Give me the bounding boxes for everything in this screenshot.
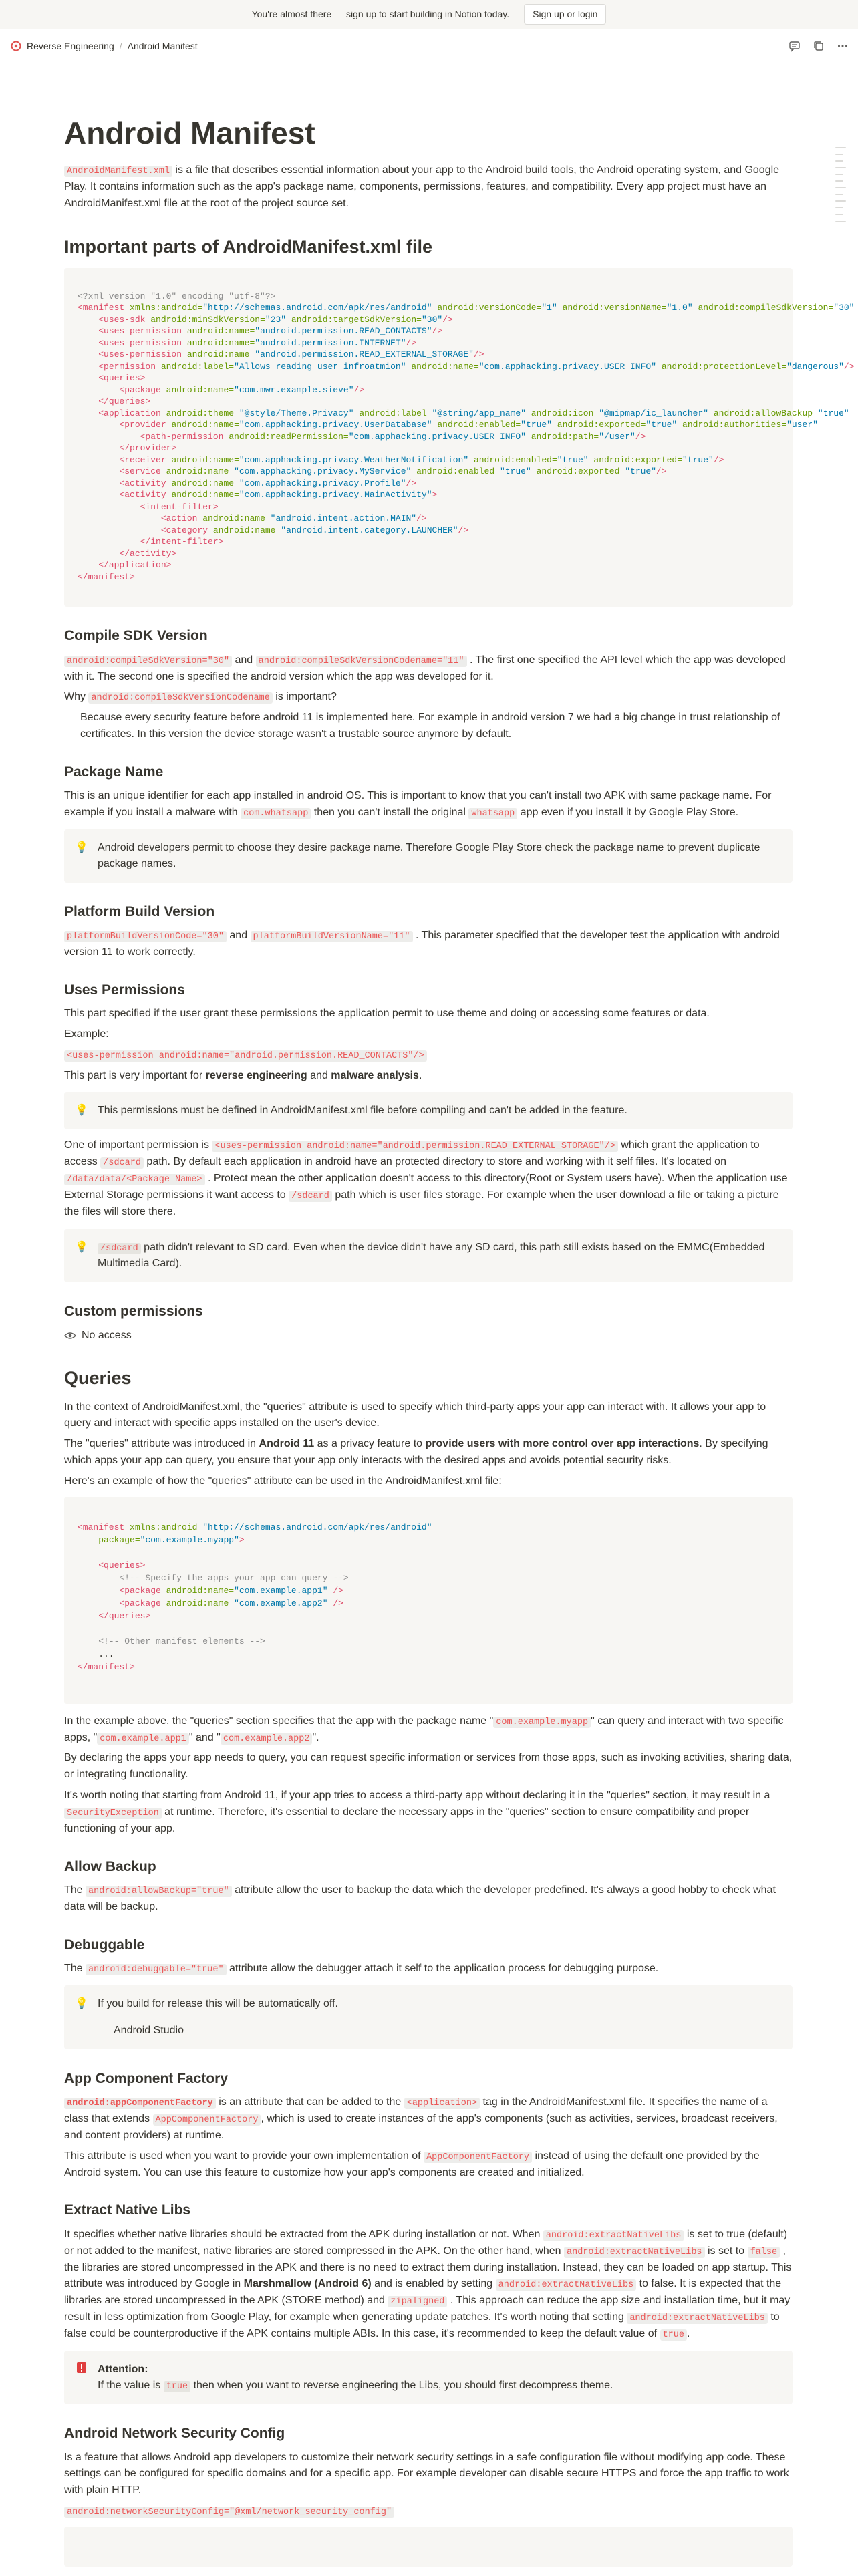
- queries-p1: In the context of AndroidManifest.xml, the "queries" attribute is used to specify which third-party apps your app can interact with. It allows your app to query and interact with specific apps installed on the user's device.: [64, 1401, 766, 1429]
- breadcrumb-separator: /: [119, 40, 122, 51]
- netsec-code: android:networkSecurityConfig="@xml/network_security_config": [64, 2503, 793, 2520]
- factory-p2: This attribute is used when you want to provide your own implementation of AppComponentFactory instead of using the default one provided by the Android system. You can use this feature to customize how your app's components are created and initialized.: [64, 2150, 760, 2178]
- lightbulb-icon: 💡: [75, 841, 88, 853]
- queries-p5: By declaring the apps your app needs to query, you can request specific information or services from those apps, such as invoking activities, sharing data, or integrating functionality.: [64, 1752, 793, 1781]
- page-title: Android Manifest: [64, 116, 315, 150]
- debug-callout: 💡 If you build for release this will be automatically off. Android Studio: [64, 1985, 793, 2049]
- compile-why: Why android:compileSdkVersionCodename is important?: [64, 691, 337, 704]
- queries-p2: The "queries" attribute was introduced in Android 11 as a privacy feature to provide users with more control over app interactions. By specifying which apps your app can query, you ensure that your app only interacts with the desired apps and avoids potential security risks.: [64, 1438, 768, 1466]
- queries-code-block[interactable]: <manifest xmlns:android="http://schemas.android.com/apk/res/android" package="com.example.myapp"> <queries> <!-- Specify the apps your app can query --> <package android:name="com.example.app1" /> <package android:name="com.example.app2" /> </queries> <!-- Other manifest elements --> ... </manifest>: [64, 1497, 793, 1704]
- perms-callout: 💡 This permissions must be defined in AndroidManifest.xml file before compiling and can't be added in the feature.: [64, 1092, 793, 1129]
- heading-important-parts: Important parts of AndroidManifest.xml file: [64, 236, 433, 257]
- warning-icon: [75, 2362, 88, 2374]
- lightbulb-icon: 💡: [75, 1997, 88, 2009]
- lightbulb-icon: 💡: [75, 1241, 88, 1253]
- attention-label: Attention:: [98, 2364, 148, 2376]
- eye-off-icon: [64, 1331, 76, 1340]
- queries-p3: Here's an example of how the "queries" attribute can be used in the AndroidManifest.xml file:: [64, 1475, 502, 1487]
- banner-text: You're almost there — sign up to start building in Notion today.: [251, 9, 510, 19]
- comments-icon[interactable]: [789, 40, 801, 52]
- perms-paragraph: This part specified if the user grant these permissions the application permit to use theme and doing or accessing some features or data.: [64, 1008, 710, 1020]
- heading-allow-backup: Allow Backup: [64, 1858, 156, 1874]
- more-options-icon[interactable]: [837, 40, 849, 52]
- manifest-code-block[interactable]: <?xml version="1.0" encoding="utf-8"?> <manifest xmlns:android="http://schemas.android.com/apk/res/android" android:versionCode="1" android:versionName="1.0" android:compileSdkVersion="30" <uses-sdk android:minSdkVersion="23" android:targetSdkVersion="30"/> <uses-permission android:name="android.permission.READ_CONTACTS"/> <uses-permission android:name="android.permission.INTERNET"/> <uses-permission android:name="android.permission.READ_EXTERNAL_STORAGE"/> <permission android:label="Allows reading user infroatmion" android:name="com.apphacking.privacy.USER_INFO" android:protectionLevel="dangerous"/> <queries> <package android:name="com.mwr.example.sieve"/> </queries> <application android:theme="@style/Theme.Privacy" android:label="@string/app_name" android:icon="@mipmap/ic_launcher" android:allowBackup="true" <provider android:name="com.apphacking.privacy.UserDatabase" android:enabled="true" android:exported="true" android:authorities="user" <path-permission android:readPermission="com.apphacking.privacy.USER_INFO" android:path="/user"/> </provider> <receiver android:name="com.apphacking.privacy.WeatherNotification" android:enabled="true" android:exported="true"/> <service android:name="com.apphacking.privacy.MyService" android:enabled="true" android:exported="true"/> <activity android:name="com.apphacking.privacy.Profile"/> <activity android:name="com.apphacking.privacy.MainActivity"> <intent-filter> <action android:name="android.intent.action.MAIN"/> <category android:name="android.intent.category.LAUNCHER"/> </intent-filter> </activity> </application> </manifest>: [64, 268, 793, 607]
- heading-package-name: Package Name: [64, 764, 164, 780]
- attention-callout: [64, 2351, 793, 2404]
- no-access-notice: No access: [64, 1328, 793, 1344]
- perms-example-label: Example:: [64, 1028, 109, 1040]
- native-paragraph: It specifies whether native libraries should be extracted from the APK during installation or not. When android:extractNativeLibs is set to true (default) or not added to the manifest, native libraries are stored compressed in the APK. On the other hand, when android:extractNativeLibs is set to false , the libraries are stored uncompressed in the APK and there is no need to extract them during installation. Instead, they can be loaded on app startup. This attribute was introduced by Google in Marshmallow (Android 6) and is enabled by setting android:extractNativeLibs to false. It is expected that the libraries are stored uncompressed in the APK (STORE method) and zipaligned . This approach can reduce the app size and installation time, but it may result in less optimization from Google Play, for example when generating update patches. It's worth noting that setting android:extractNativeLibs to false could be counterproductive if the APK contains multiple ABIs. In this case, it's recommended to keep the default value of true .: [64, 2228, 792, 2341]
- heading-network-security-config: Android Network Security Config: [64, 2426, 285, 2442]
- debug-paragraph: The android:debuggable="true" attribute allow the debugger attach it self to the application process for debugging purpose.: [64, 1962, 659, 1975]
- heading-extract-native-libs: Extract Native Libs: [64, 2202, 191, 2219]
- breadcrumb-current[interactable]: Android Manifest: [127, 40, 198, 51]
- heading-platform-build: Platform Build Version: [64, 903, 215, 919]
- package-paragraph: This is an unique identifier for each app installed in android OS. This is important to know that you can't install two APK with same package name. For example if you install a malware with com.whatsapp then you can't install the original whatsapp app even if you install it by Google Play Store.: [64, 790, 772, 819]
- storage-paragraph: One of important permission is <uses-permission android:name="android.permission.READ_EXTERNAL_STORAGE"/> which grant the application to access /sdcard path. By default each application in android have an protected directory to store and working with it self files. It's located on /data/data/<Package Name> . Protect mean the other application doesn't access to this directory(Root or System users have). When the application use External Storage permissions it want access to /sdcard path which is user files storage. For example when the user download a file or taking a picture the files will store there.: [64, 1139, 788, 1218]
- page-content: [64, 63, 855, 2576]
- lightbulb-icon: 💡: [75, 1105, 88, 1117]
- netsec-code-block[interactable]: [64, 2527, 793, 2567]
- heading-queries: Queries: [64, 1367, 132, 1388]
- attention-text: If the value is true then when you want to reverse engineering the Libs, you should first decompress theme.: [98, 2380, 613, 2392]
- breadcrumb: [11, 39, 198, 53]
- top-bar: [0, 29, 858, 63]
- signup-banner: [0, 0, 858, 29]
- workspace-logo-icon: [11, 41, 21, 51]
- backup-paragraph: The android:allowBackup="true" attribute allow the user to backup the data which the developer predefined. It's always a good hobby to check what data will be backup.: [64, 1884, 776, 1912]
- netsec-paragraph: Is a feature that allows Android app developers to customize their network security settings in a safe configuration file without modifying app code. These settings can be configured for specific domains and for a specific app. For example developer can disable secure HTTPS and force the app traffic to work with plain HTTP.: [64, 2451, 789, 2496]
- heading-debuggable: Debuggable: [64, 1937, 145, 1953]
- sdcard-callout: 💡 /sdcard path didn't relevant to SD card. Even when the device didn't have any SD card, this path still exists based on the EMMC(Embedded Multimedia Card).: [64, 1229, 793, 1282]
- heading-uses-permissions: Uses Permissions: [64, 982, 185, 998]
- package-callout: 💡 Android developers permit to choose they desire package name. Therefore Google Play Store check the package name to prevent duplicate package names.: [64, 829, 793, 883]
- intro-paragraph: AndroidManifest.xml is a file that describes essential information about your app to the Android build tools, the Android operating system, and Google Play. It contains information such as the app's package name, components, permissions, features, and compatibility. Every app project must have an AndroidManifest.xml file at the root of the project source set.: [64, 164, 780, 209]
- duplicate-icon[interactable]: [813, 40, 825, 52]
- heading-custom-permissions: Custom permissions: [64, 1304, 203, 1320]
- queries-p4: In the example above, the "queries" section specifies that the app with the package name " com.example.myapp " can query and interact with two specific apps, " com.example.app1 " and " com.example.app2 ".: [64, 1715, 784, 1744]
- perms-example-code: <uses-permission android:name="android.permission.READ_CONTACTS"/>: [64, 1047, 793, 1064]
- platform-paragraph: platformBuildVersionCode="30" and platformBuildVersionName="11" . This parameter specified that the developer test the application with android version 11 to work correctly.: [64, 929, 780, 958]
- signup-button[interactable]: Sign up or login: [524, 4, 606, 25]
- compile-paragraph: android:compileSdkVersion="30" and android:compileSdkVersionCodename="11" . The first one specified the API level which the app was developed with it. The second one is specified the android version which the app was developed for it.: [64, 654, 786, 682]
- heading-compile-sdk: Compile SDK Version: [64, 628, 208, 644]
- inline-code: AndroidManifest.xml: [64, 166, 172, 177]
- factory-p1: android:appComponentFactory is an attribute that can be added to the <application> tag in the AndroidManifest.xml file. It specifies the name of a class that extends AppComponentFactory , which is used to create instances of the app's components (such as activities, services, broadcast receivers, and content providers) at runtime.: [64, 2096, 778, 2141]
- queries-p6: It's worth noting that starting from Android 11, if your app tries to access a third-party app without declaring it in the "queries" section, it may result in a SecurityException at runtime. Therefore, it's essential to declare the necessary apps in the "queries" section to ensure compatibility and proper functioning of your app.: [64, 1790, 770, 1834]
- table-of-contents[interactable]: [835, 147, 846, 222]
- breadcrumb-parent[interactable]: Reverse Engineering: [27, 40, 114, 51]
- heading-app-component-factory: App Component Factory: [64, 2070, 228, 2086]
- perms-importance: This part is very important for reverse engineering and malware analysis.: [64, 1069, 422, 1081]
- compile-answer: Because every security feature before android 11 is implemented here. For example in android version 7 we had a big change in trust relationship of certificates. In this version the device storage wasn't a trustable source anymore by default.: [80, 712, 780, 740]
